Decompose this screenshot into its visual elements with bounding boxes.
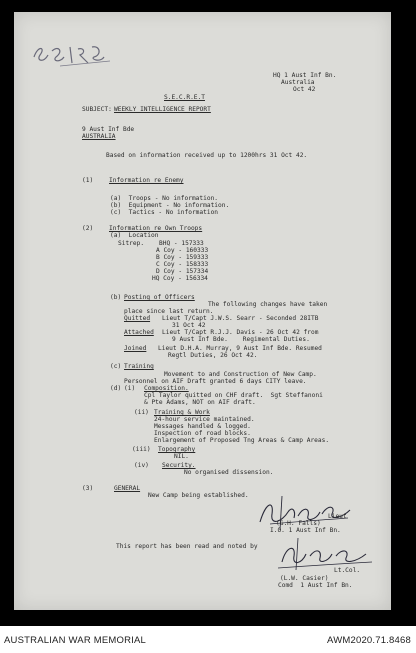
section-2d-iii-text: NIL. (174, 453, 189, 460)
section-1-item-b: (b) Equipment - No information. (110, 202, 230, 209)
section-3-text: New Camp being established. (148, 492, 249, 499)
signatory-2-rank: Lt.Col. (334, 567, 361, 574)
section-2d-iv-text: No organised dissension. (184, 469, 274, 476)
handwritten-reference (30, 37, 120, 69)
section-2d-iv-title: Security. (162, 462, 196, 469)
attached-text-2: 9 Aust Inf Bde. Regimental Duties. (172, 336, 310, 343)
sitrep-label: Sitrep. (118, 240, 145, 247)
table-row: HQ Coy - 156334 (152, 275, 208, 282)
section-2d-iii-title: Topography (158, 446, 196, 453)
section-2-number: (2) (82, 225, 94, 232)
section-3-title: GENERAL (114, 485, 141, 492)
section-1-item-a: (a) Troops - No information. (110, 195, 219, 202)
header-place: Australia (281, 79, 315, 86)
section-2d-i-label: (i) (124, 385, 136, 392)
section-2d-i-title: Composition. (144, 385, 189, 392)
signatory-2-name: (L.W. Casier) (280, 575, 329, 582)
table-row: C Coy - 158333 (156, 261, 209, 268)
addressee-line2: AUSTRALIA (82, 133, 116, 140)
section-2d-ii-label: (ii) (134, 409, 149, 416)
quitted-label: Quitted (124, 315, 151, 322)
attached-label: Attached (124, 329, 154, 336)
signatory-2-role: Comd 1 Aust Inf Bn. (278, 582, 353, 589)
quitted-text-1: Lieut T/Capt J.W.S. Searr - Seconded 28ITB (162, 315, 319, 322)
section-2-title: Information re Own Troops (109, 225, 203, 232)
section-2d-iii-label: (iii) (132, 446, 151, 453)
noted-text: This report has been read and noted by (116, 543, 258, 550)
section-2c-text-2: Personnel on AIF Draft granted 6 days CITY leave. (124, 378, 307, 385)
section-2b-title: Posting of Officers (124, 294, 195, 301)
section-2d-ii-text-1: 24-hour service maintained. (154, 416, 255, 423)
table-row: B Coy - 159333 (156, 254, 209, 261)
section-2c-text-1: Movement to and Construction of New Camp. (164, 371, 317, 378)
section-2d-i-text-1: Cpl Taylor quitted on CHF draft. Sgt Steffanoni (144, 392, 323, 399)
joined-label: Joined (124, 345, 147, 352)
table-row: BHQ - 157333 (159, 240, 204, 247)
subject-label: SUBJECT: (82, 106, 112, 113)
section-2b-label: (b) (110, 294, 122, 301)
section-1-title: Information re Enemy (109, 177, 184, 184)
footer-institution: AUSTRALIAN WAR MEMORIAL (4, 635, 147, 646)
section-2d-i-text-2: & Pte Adams, NOT on AIF draft. (144, 399, 256, 406)
section-2a-label: (a) Location (110, 232, 159, 239)
section-2c-label: (c) (110, 363, 122, 370)
signatory-1-rank: Lieut (328, 513, 347, 520)
section-1-number: (1) (82, 177, 94, 184)
section-2d-ii-text-3: Inspection of road blocks. (154, 430, 251, 437)
intro-text: Based on information received up to 1200hrs 31 Oct 42. (106, 152, 308, 159)
signatory-1-role: I.O. 1 Aust Inf Bn. (270, 527, 341, 534)
addressee-line1: 9 Aust Inf Bde (82, 126, 135, 133)
signature-casier (276, 536, 376, 572)
table-row: D Coy - 157334 (156, 268, 209, 275)
section-2b-text-1: The following changes have taken (208, 301, 328, 308)
section-1-item-c: (c) Tactics - No information (110, 209, 219, 216)
signatory-1-name: (G.H. Falls) (276, 520, 321, 527)
footer (0, 626, 416, 653)
section-3-number: (3) (82, 485, 94, 492)
joined-text-2: Regtl Duties, 26 Oct 42. (168, 352, 258, 359)
header-unit: HQ 1 Aust Inf Bn. (273, 72, 337, 79)
section-2c-title: Training (124, 363, 154, 370)
section-2d-ii-text-2: Messages handled & logged. (154, 423, 251, 430)
section-2d-ii-text-4: Enlargement of Proposed Tng Areas & Camp Areas. (154, 437, 330, 444)
quitted-text-2: 31 Oct 42 (172, 322, 206, 329)
attached-text-1: Lieut T/Capt R.J.J. Davis - 26 Oct 42 from (162, 329, 319, 336)
footer-accession-number: AWM2020.71.8468 (327, 635, 411, 646)
classification: S.E.C.R.E.T (164, 94, 205, 101)
section-2d-ii-title: Training & Work (154, 409, 210, 416)
document-page (14, 12, 391, 610)
section-2d-iv-label: (iv) (134, 462, 149, 469)
section-2d-label: (d) (110, 385, 122, 392)
section-2b-text-2: place since last return. (124, 308, 214, 315)
joined-text-1: Lieut D.H.A. Murray, 9 Aust Inf Bde. Resumed (158, 345, 322, 352)
subject: WEEKLY INTELLIGENCE REPORT (114, 106, 211, 113)
header-date: Oct 42 (293, 86, 316, 93)
table-row: A Coy - 160333 (156, 247, 209, 254)
